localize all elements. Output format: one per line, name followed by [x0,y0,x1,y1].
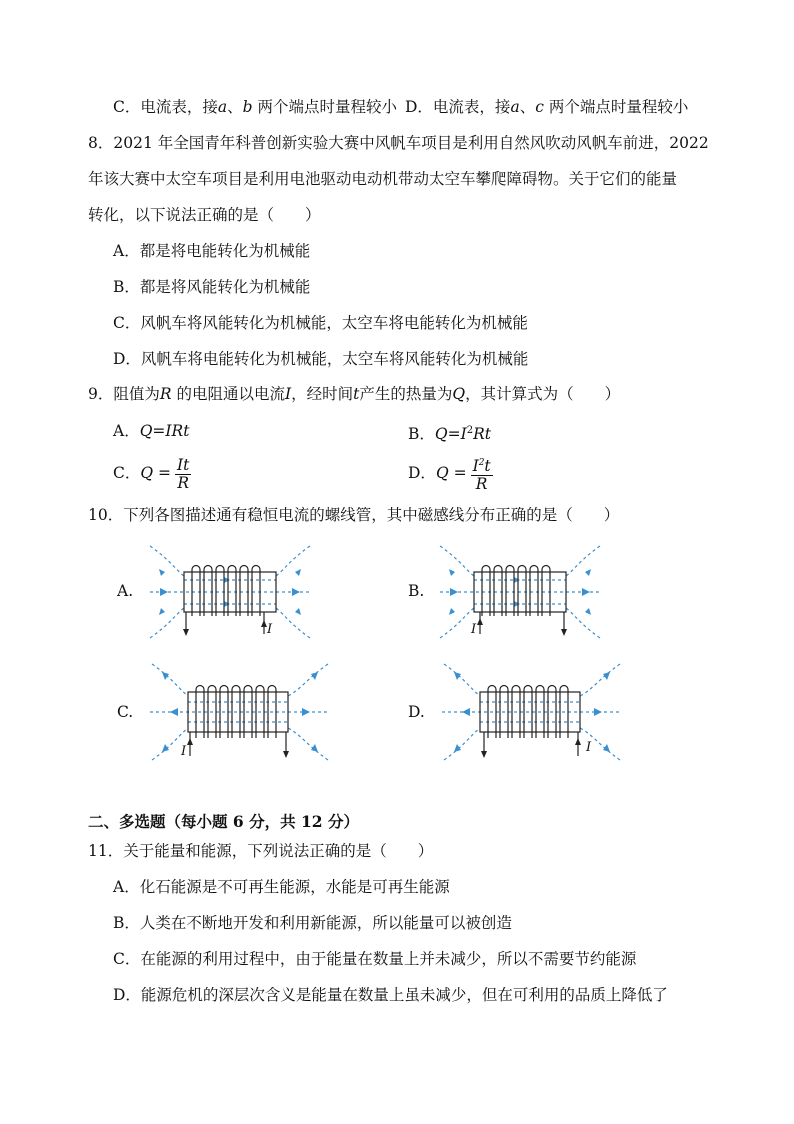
q9-var-i: I [284,385,292,403]
q9-option-c-den: R [177,473,190,492]
q8-stem-line3: 转化，以下说法正确的是（ ） [88,206,321,224]
q9-option-d-fraction [471,455,493,493]
q7-option-c [113,97,397,117]
q10-diagram-a [140,542,320,642]
q7-sep2: 、 [519,98,536,116]
q10-diagram-d [432,660,632,764]
q9-option-d-num-sup: 2 [478,458,485,468]
q8-option-d: D．风帆车将电能转化为机械能，太空车将风能转化为机械能 [113,350,529,368]
q9-option-d-label: D． [408,464,436,483]
q10-stem: 10．下列各图描述通有稳恒电流的螺线管，其中磁感线分布正确的是（ ） [88,506,620,524]
q11-option-c: C．在能源的利用过程中，由于能量在数量上并未减少，所以不需要节约能源 [113,950,637,968]
q7-option-c-rest: 两个端点时量程较小 [252,98,398,116]
q10-current-label-a: I [267,622,273,637]
q8-stem-line2: 年该大赛中太空车项目是利用电池驱动电动机带动太空车攀爬障碍物。关于它们的能量 [88,170,678,188]
q10-label-c: C. [117,703,134,721]
q7-option-d [405,97,688,117]
q10-diagram-b [430,542,610,642]
q9-option-d-lhs: Q = [435,464,467,483]
q9-option-c [113,455,191,492]
q9-stem-part4: 产生的热量为 [359,385,453,403]
q9-stem-part5: ，其计算式为（ ） [465,385,621,403]
q9-option-a [113,421,189,441]
q7-option-c-text: C．电流表，接 [113,98,218,116]
q9-option-b-formula-pre: Q=I [434,425,467,444]
q10-current-label-b: I [471,622,477,637]
q8-stem-line1: 8．2021 年全国青年科普创新实验大赛中风帆车项目是利用自然风吹动风帆车前进，2022 [88,134,709,152]
q10-current-label-d: I [586,740,592,755]
q11-option-b: B．人类在不断地开发和利用新能源，所以能量可以被创造 [113,914,512,932]
q9-option-c-fraction [175,457,191,492]
q9-option-d-num-post: t [484,457,491,476]
q9-stem-part2: 的电阻通以电流 [171,385,285,403]
q9-var-r: R [159,385,172,403]
q8-option-c: C．风帆车将风能转化为机械能，太空车将电能转化为机械能 [113,314,528,332]
q10-current-label-c: I [181,744,187,759]
q7-option-d-rest: 两个端点时量程较小 [543,98,689,116]
q9-option-b-formula-post: Rt [473,425,491,444]
q9-stem-part3: ，经时间 [291,385,354,403]
q10-diagram-c [140,660,340,764]
q10-label-d: D. [408,703,425,721]
q9-option-c-num: It [177,455,190,474]
q9-var-q: Q [452,385,466,403]
q10-label-a: A. [117,582,134,600]
q9-option-b-sup: 2 [466,425,474,436]
q11-option-a: A．化石能源是不可再生能源，水能是可再生能源 [113,878,450,896]
q11-stem: 11．关于能量和能源，下列说法正确的是（ ） [88,842,434,860]
q7-sep: 、 [227,98,243,116]
q9-option-c-lhs: Q = [140,464,171,482]
q11-option-d: D．能源危机的深层次含义是能量在数量上虽未减少，但在可利用的品质上降低了 [113,986,668,1004]
q7-option-d-text: D．电流表，接 [405,98,511,116]
section-2-title: 二、多选题（每小题 6 分，共 12 分） [88,812,359,831]
q9-option-d-num-base: I [472,457,479,476]
q9-option-d-num [471,455,493,476]
q7-var-a2: a [510,98,520,116]
q9-stem [88,384,620,404]
q9-option-a-label: A． [113,422,140,440]
q9-option-a-formula: Q=IRt [139,422,190,440]
q7-var-c: c [535,98,544,116]
q10-label-b: B. [408,582,425,600]
q9-option-b-label: B． [408,425,435,444]
q8-option-b: B．都是将风能转化为机械能 [113,278,311,296]
q9-option-c-label: C． [113,464,141,482]
q9-option-d [408,455,493,493]
q7-var-a: a [217,98,228,116]
q7-var-b: b [242,98,253,116]
q8-option-a: A．都是将电能转化为机械能 [113,242,311,260]
q9-option-d-den: R [475,475,488,494]
q9-stem-part1: 9．阻值为 [88,385,160,403]
q9-var-t: t [353,385,360,403]
q9-option-b [408,421,491,444]
